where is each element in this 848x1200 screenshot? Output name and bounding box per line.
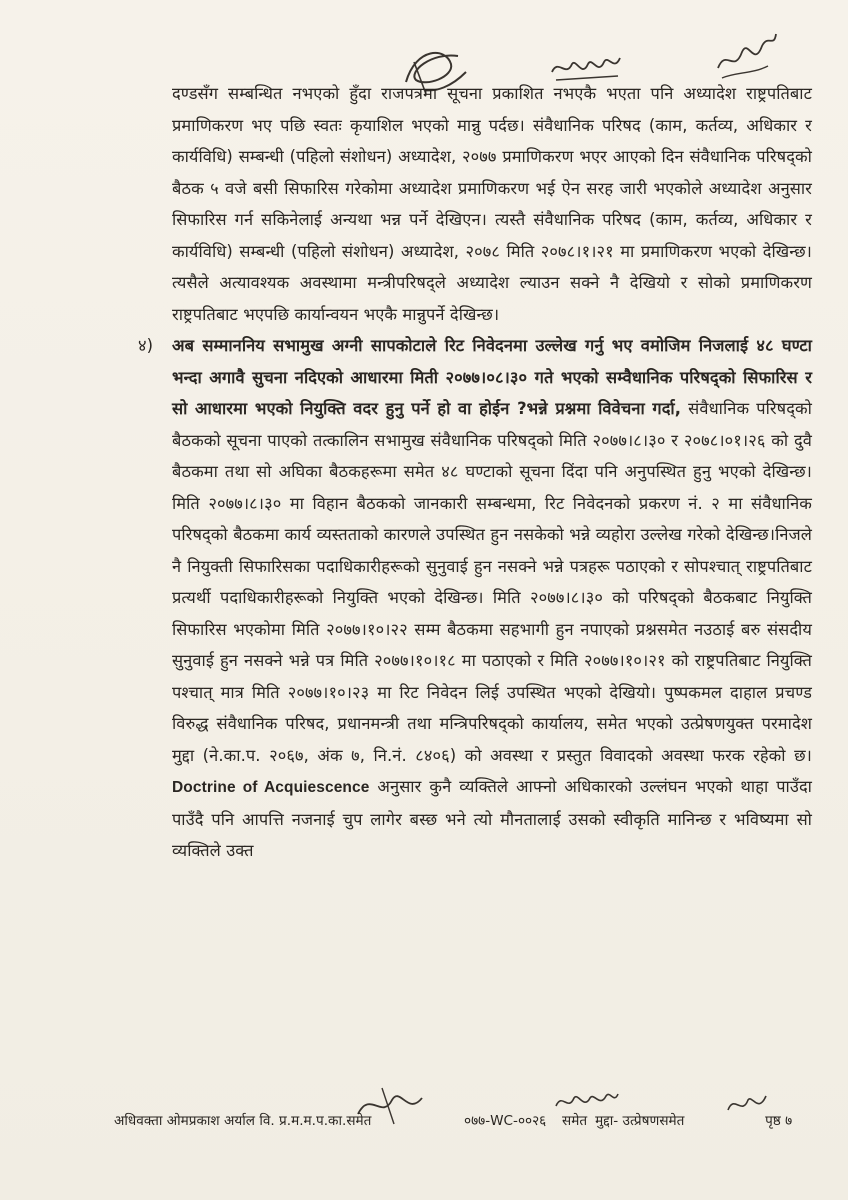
- footer-case-number: ०७७-WC-००२६: [464, 1113, 547, 1129]
- paragraph-continuation: [172, 78, 812, 330]
- paragraph-number: ४): [138, 336, 154, 355]
- paragraph-text: संवैधानिक परिषद्को बैठकको सूचना पाएको तत्कालिन सभामुख संवैधानिक परिषद्को मिति २०७७।८।३० र २०७८।०१।२६ को दुवै बैठकमा तथा सो अघिका बैठकहरूमा समेत ४८ घण्टाको सूचना दिंदा पनि अनुपस्थित हुनु भएको देखिन्छ। मिति २०७७।८।३० मा विहान बैठकको जानकारी सम्बन्धमा, रिट निवेदनको प्रकरण नं. २ मा संवैधानिक परिषद्को बैठकमा कार्य व्यस्तताको कारणले उपस्थित हुन नसकेको भन्ने व्यहोरा उल्लेख गरेको देखिन्छ।निजले नै नियुक्ती सिफारिसका पदाधिकारीहरूको सुनुवाई हुन नसक्ने भन्ने पत्रहरू पठाएको र सोपश्चात् राष्ट्रपतिबाट प्रत्यर्थी पदाधिकारीहरूको नियुक्ति भएको देखिन्छ। मिति २०७७।८।३० को परिषद्को बैठकबाट नियुक्ति सिफारिस भएकोमा मिति २०७७।१०।२२ सम्म बैठकमा सहभागी हुन नपाएको प्रश्नसमेत नउठाई बरु संसदीय सुनुवाई हुन नसक्ने भन्ने पत्र मिति २०७७।१०।१८ मा पठाएको र मिति २०७७।१०।२१ को राष्ट्रपतिबाट नियुक्ति पश्चात् मात्र मिति २०७७।१०।२३ मा रिट निवेदन लिई उपस्थित भएको देखियो। पुष्पकमल दाहाल प्रचण्ड विरुद्ध संवैधानिक परिषद, प्रधानमन्त्री तथा मन्त्रिपरिषद्को कार्यालय, समेत भएको उत्प्रेषणयुक्त परमादेश मुद्दा (ने.का.प. २०६७, अंक ७, नि.नं. ८४०६) को अवस्था र प्रस्तुत विवादको अवस्था फरक रहेको छ।: [172, 399, 812, 765]
- footer-case-suffix: समेत: [562, 1113, 588, 1129]
- paragraph-4: [138, 330, 813, 867]
- footer-page-number: पृष्ठ ७: [765, 1113, 793, 1129]
- document-body: [120, 78, 812, 867]
- paragraph-bold-lead: अब सम्माननिय सभामुख अग्नी सापकोटाले रिट निवेदनमा उल्लेख गर्नु भए वमोजिम निजलाई ४८ घण्टा भन्दा अगावै सुचना नदिएको आधारमा मिती २०७७।०८।३० गते भएको सम्वैधानिक परिषद्को सिफारिस र सो आधारमा भएको नियुक्ति वदर हुनु पर्ने हो वा होईन ?भन्ने प्रश्नमा विवेचना गर्दा,: [172, 336, 812, 418]
- paragraph-text: दण्डसँग सम्बन्धित नभएको हुँदा राजपत्रमा सूचना प्रकाशित नभएकै भएता पनि अध्यादेश राष्ट्रपतिबाट प्रमाणिकरण भए पछि स्वतः कृयाशिल भएको मान्नु पर्दछ। संवैधानिक परिषद (काम, कर्तव्य, अधिकार र कार्यविधि) सम्बन्धी (पहिलो संशोधन) अध्यादेश, २०७७ प्रमाणिकरण भएर आएको दिन संवैधानिक परिषद्को बैठक ५ वजे बसी सिफारिस गरेकोमा अध्यादेश प्रमाणिकरण भई ऐन सरह जारी भएकोले अध्यादेश अनुसार सिफारिस गर्न सकिनेलाई अन्यथा भन्न पर्ने देखिएन। त्यस्तै संवैधानिक परिषद (काम, कर्तव्य, अधिकार र कार्यविधि) सम्बन्धी (पहिलो संशोधन) अध्यादेश, २०७८ मिति २०७८।१।२१ मा प्रमाणिकरण भएको देखिन्छ। त्यसैले अत्यावश्यक अवस्थामा मन्त्रीपरिषद्ले अध्यादेश ल्याउन सक्ने नै देखियो र सोको प्रमाणिकरण राष्ट्रपतिबाट भएपछि कार्यान्वयन भएकै मान्नुपर्ने देखिन्छ।: [172, 84, 812, 324]
- page-footer: [114, 1110, 794, 1129]
- paragraph-text-continued: अनुसार कुनै व्यक्तिले आफ्नो अधिकारको उल्लंघन भएको थाहा पाउँदा पाउँदै पनि आपत्ति नजनाई चुप लागेर बस्छ भने त्यो मौनतालाई उसको स्वीकृति मानिन्छ र भविष्यमा सो व्यक्तिले उक्त: [172, 777, 813, 860]
- legal-doctrine-term: Doctrine of Acquiescence: [172, 779, 370, 796]
- footer-counsel: अधिवक्ता ओमप्रकाश अर्याल वि. प्र.म.म.प.का.समेत: [114, 1113, 372, 1129]
- footer-subject: मुद्दा- उत्प्रेषणसमेत: [595, 1113, 685, 1129]
